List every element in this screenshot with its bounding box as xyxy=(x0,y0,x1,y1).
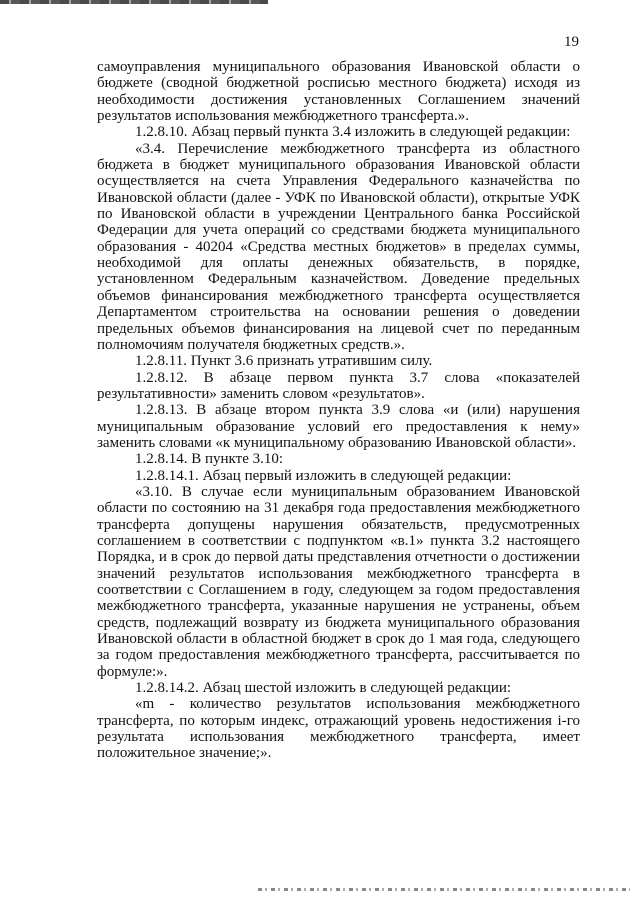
document-body xyxy=(97,59,580,762)
scan-edge-top xyxy=(0,0,268,4)
paragraph: 1.2.8.14.1. Абзац первый изложить в следующей редакции: xyxy=(135,467,512,484)
paragraph: 1.2.8.14.2. Абзац шестой изложить в следующей редакции: xyxy=(135,680,512,697)
paragraph: «3.10. В случае если муниципальным образованием Ивановской области по состоянию на 31 декабря года предоставления межбюджетного трансферта допущены нарушения обязательств, предусмотренных соглашением в соответствии с подпунктом «в.1» пункта 3.2 настоящего Порядка, и в срок до первой даты представления отчетности о достижении значений результатов использования межбюджетного трансферта в соответствии с Соглашением в году, следующем за годом предоставления межбюджетного трансферта, указанные нарушения не устранены, объем средств, подлежащий возврату из бюджета муниципального образования Ивановской области в областной бюджет в срок до 1 мая года, следующего за годом предоставления межбюджетного трансферта, рассчитывается по формуле:». xyxy=(97,483,580,680)
page-number: 19 xyxy=(564,34,579,50)
paragraph: 1.2.8.14. В пункте 3.10: xyxy=(135,451,284,468)
paragraph: «3.4. Перечисление межбюджетного трансферта из областного бюджета в бюджет муниципального образования Ивановской области осуществляется на счета Управления Федерального казначейства по Ивановской области (далее - УФК по Ивановской области), открытые УФК по Ивановской области в учреждении Центрального банка Российской Федерации для учета операций со средствами бюджета муниципального образования - 40204 «Средства местных бюджетов» в пределах суммы, необходимой для оплаты денежных обязательств, в порядке, установленном Федеральным казначейством. Доведение предельных объемов финансирования межбюджетного трансферта осуществляется Департаментом строительства на основании решения о доведении предельных объемов финансирования на лицевой счет по переданным полномочиям получателя бюджетных средств.». xyxy=(97,140,580,353)
paragraph: самоуправления муниципального образования Ивановской области о бюджете (сводной бюджетной росписью местного бюджета) исходя из необходимости достижения установленных Соглашением значений результатов использования межбюджетного трансферта.». xyxy=(97,59,580,125)
paragraph: 1.2.8.11. Пункт 3.6 признать утратившим силу. xyxy=(135,353,433,370)
scan-edge-bottom xyxy=(258,888,630,891)
paragraph: 1.2.8.10. Абзац первый пункта 3.4 изложить в следующей редакции: xyxy=(135,124,571,141)
paragraph: 1.2.8.13. В абзаце втором пункта 3.9 слова «и (или) нарушения муниципальным образование условий его предоставления к нему» заменить словами «к муниципальному образованию Ивановской области». xyxy=(97,402,580,451)
paragraph: «m - количество результатов использования межбюджетного трансферта, по которым индекс, отражающий уровень недостижения i-го результата использования межбюджетного трансферта, имеет положительное значение;». xyxy=(97,696,580,762)
paragraph: 1.2.8.12. В абзаце первом пункта 3.7 слова «показателей результативности» заменить словом «результатов». xyxy=(97,369,580,402)
